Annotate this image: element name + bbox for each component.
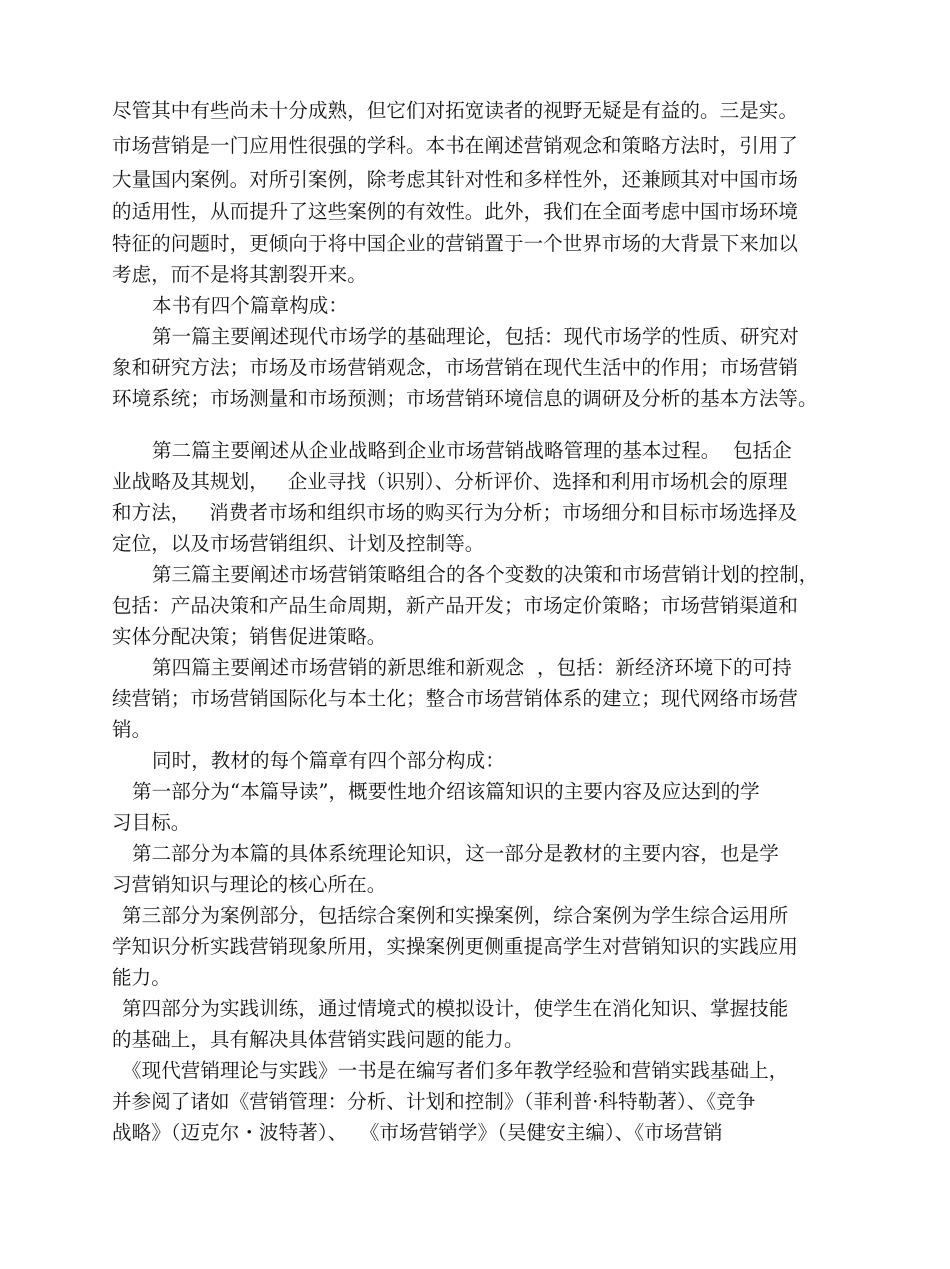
text-line: 能力。: [112, 966, 171, 989]
text-line: 业战略及其规划， 企业寻找（识别）、分析评价、选择和利用市场机会的原理: [112, 470, 788, 493]
text-line: 并参阅了诸如《营销管理：分析、计划和控制》（菲利普·科特勒著）、《竞争: [112, 1090, 756, 1113]
text-line: 续营销；市场营销国际化与本土化；整合市场营销体系的建立；现代网络市场营: [112, 687, 799, 710]
text-line: 的基础上，具有解决具体营销实践问题的能力。: [112, 1028, 524, 1051]
text-line: 的适用性，从而提升了这些案例的有效性。此外，我们在全面考虑中国市场环境: [112, 200, 799, 223]
text-line: 大量国内案例。对所引案例，除考虑其针对性和多样性外，还兼顾其对中国市场: [112, 168, 799, 191]
text-line: 实体分配决策；销售促进策略。: [112, 625, 387, 648]
text-line: 第一部分为“本篇导读”，概要性地介绍该篇知识的主要内容及应达到的学: [132, 780, 760, 803]
text-line: 尽管其中有些尚未十分成熟，但它们对拓宽读者的视野无疑是有益的。三是实。: [112, 99, 799, 122]
text-line: 《现代营销理论与实践》一书是在编写者们多年教学经验和营销实践基础上，: [122, 1059, 789, 1082]
text-line: 市场营销是一门应用性很强的学科。本书在阐述营销观念和策略方法时，引用了: [112, 134, 799, 157]
text-line: 学知识分析实践营销现象所用，实操案例更侧重提高学生对营销知识的实践应用: [112, 935, 799, 958]
text-line: 第四部分为实践训练，通过情境式的模拟设计，使学生在消化知识、掌握技能: [122, 997, 789, 1020]
text-line: 习目标。: [112, 811, 191, 834]
text-line: 习营销知识与理论的核心所在。: [112, 873, 387, 896]
text-line: 第二部分为本篇的具体系统理论知识，这一部分是教材的主要内容，也是学: [132, 842, 779, 865]
text-line: 战略》（迈克尔・波特著）、 《市场营销学》（吴健安主编）、《市场营销: [112, 1121, 723, 1144]
text-line: 特征的问题时，更倾向于将中国企业的营销置于一个世界市场的大背景下来加以: [112, 232, 799, 255]
text-line: 第二篇主要阐述从企业战略到企业市场营销战略管理的基本过程。 包括企: [152, 439, 792, 462]
text-line: 包括：产品决策和产品生命周期，新产品开发；市场定价策略；市场营销渠道和: [112, 594, 799, 617]
text-line: 第一篇主要阐述现代市场学的基础理论，包括：现代市场学的性质、研究对: [152, 325, 799, 348]
text-line: 和方法， 消费者市场和组织市场的购买行为分析；市场细分和目标市场选择及: [112, 501, 798, 524]
text-line: 环境系统；市场测量和市场预测；市场营销环境信息的调研及分析的基本方法等。: [112, 387, 818, 410]
text-line: 考虑，而不是将其割裂开来。: [112, 263, 367, 286]
text-line: 定位，以及市场营销组织、计划及控制等。: [112, 532, 485, 555]
text-line: 销。: [112, 718, 152, 741]
text-line: 象和研究方法；市场及市场营销观念，市场营销在现代生活中的作用；市场营销: [112, 356, 799, 379]
text-line: 本书有四个篇章构成：: [152, 294, 349, 317]
text-line: 第三篇主要阐述市场营销策略组合的各个变数的决策和市场营销计划的控制，: [152, 563, 819, 586]
text-line: 同时，教材的每个篇章有四个部分构成：: [152, 749, 505, 772]
text-line: 第三部分为案例部分，包括综合案例和实操案例，综合案例为学生综合运用所: [122, 904, 789, 927]
text-line: 第四篇主要阐述市场营销的新思维和新观念 ，包括：新经济环境下的可持: [152, 656, 792, 679]
